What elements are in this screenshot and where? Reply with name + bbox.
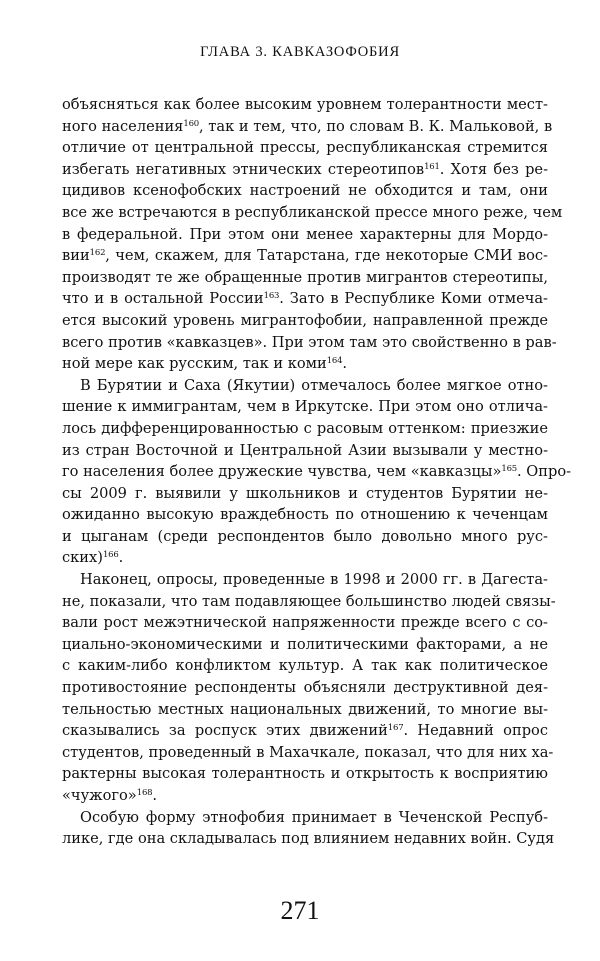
text-line (62, 137, 548, 159)
text-line (62, 763, 548, 785)
line-text: циально-экономическими и политическими факторами, а не (62, 635, 548, 653)
line-text-after-footnote: , чем, скажем, для Татарстана, где некоторые СМИ вос- (105, 247, 548, 265)
text-line (62, 504, 548, 526)
line-text: всего против «кавказцев». При этом там это свойственно в рав- (62, 333, 557, 351)
text-line (62, 569, 548, 591)
line-text: В Бурятии и Саха (Якутии) отмечалось более мягкое отно- (80, 376, 548, 394)
text-line (62, 720, 548, 742)
line-text: и цыганам (среди респондентов было довольно много рус- (62, 527, 548, 545)
text-line (62, 224, 548, 246)
text-line (62, 116, 553, 138)
text-line (62, 828, 555, 850)
text-line (62, 159, 548, 181)
line-text: объясняться как более высоким уровнем толерантности мест- (62, 96, 548, 113)
line-text: избегать негативных этнических стереотипов (62, 160, 425, 178)
text-line (62, 655, 548, 677)
text-line (62, 785, 548, 807)
line-text: противостояние респонденты объясняли деструктивной дея- (62, 679, 548, 697)
line-text-after-footnote: . Зато в Республике Коми отмеча- (279, 290, 548, 308)
text-line (62, 461, 572, 483)
text-line (62, 353, 548, 375)
text-line (62, 267, 548, 289)
text-line (62, 547, 548, 569)
line-text: цидивов ксенофобских настроений не обходится и там, они (62, 182, 548, 200)
line-text: ских) (62, 549, 103, 567)
line-text: «чужого» (62, 787, 137, 804)
line-text: сы 2009 г. выявили у школьников и студентов Бурятии не- (62, 484, 548, 502)
text-line (62, 526, 548, 548)
line-text: все же встречаются в республиканской прессе много реже, чем (62, 203, 563, 221)
text-line (62, 245, 548, 267)
footnote-ref: 166 (102, 550, 119, 561)
footnote-ref: 163 (263, 291, 280, 302)
text-line (62, 742, 554, 764)
text-line (62, 396, 548, 418)
footnote-ref: 165 (501, 464, 518, 475)
text-line (62, 440, 548, 462)
line-text: ной мере как русским, так и коми (62, 355, 327, 373)
line-text: ного населения (62, 117, 184, 135)
text-line (62, 677, 548, 699)
line-text: тельностью местных национальных движений, то многие вы- (62, 700, 548, 718)
text-line (62, 699, 548, 721)
text-line (62, 202, 563, 224)
footnote-ref: 160 (183, 118, 200, 129)
text-line (62, 634, 548, 656)
line-text: производят те же обращенные против мигрантов стереотипы, (62, 268, 548, 286)
text-line (62, 418, 548, 440)
line-text: шение к иммигрантам, чем в Иркутске. При этом оно отлича- (62, 398, 548, 416)
page-number: 271 (280, 896, 320, 925)
text-line (62, 180, 548, 202)
line-text: Особую форму этнофобия принимает в Чеченской Респуб- (80, 808, 548, 826)
footnote-ref: 164 (326, 356, 343, 367)
body-text (62, 94, 572, 850)
line-text: вии (62, 247, 90, 265)
text-line (62, 310, 548, 332)
line-text: го населения более дружеские чувства, чем «кавказцы» (62, 463, 502, 481)
line-text: в федеральной. При этом они менее характерны для Мордо- (62, 225, 548, 243)
line-text-after-footnote: . (118, 549, 124, 567)
line-text: из стран Восточной и Центральной Азии вызывали у местно- (62, 441, 548, 459)
line-text: лось дифференцированностью с расовым оттенком: приезжие (62, 419, 548, 437)
line-text: с каким-либо конфликтом культур. А так как политическое (62, 657, 548, 675)
line-text-after-footnote: . Хотя без ре- (439, 160, 548, 178)
line-text-after-footnote: . Недавний опрос (403, 722, 548, 740)
line-text-after-footnote: . (342, 355, 347, 373)
running-header: ГЛАВА 3. КАВКАЗОФОБИЯ (200, 44, 400, 60)
footnote-ref: 161 (424, 161, 440, 172)
text-line (62, 288, 548, 310)
line-text: вали рост межэтнической напряженности прежде всего с со- (62, 614, 548, 632)
text-line (62, 591, 556, 613)
line-text: что и в остальной России (62, 290, 264, 308)
text-line (62, 807, 548, 829)
line-text: рактерны высокая толерантность и открытость к восприятию (62, 765, 548, 783)
line-text: не, показали, что там подавляющее большинство людей связы- (62, 592, 556, 610)
footnote-ref: 168 (136, 788, 153, 798)
line-text: Наконец, опросы, проведенные в 1998 и 2000 гг. в Дагеста- (80, 571, 548, 589)
line-text: студентов, проведенный в Махачкале, показал, что для них ха- (62, 743, 554, 761)
line-text: лике, где она складывалась под влиянием недавних войн. Судя (62, 830, 555, 848)
line-text: отличие от центральной прессы, республиканская стремится (62, 139, 548, 157)
line-text: ется высокий уровень мигрантофобии, направленной прежде (62, 311, 548, 329)
line-text: ожиданно высокую враждебность по отношению к чеченцам (62, 506, 548, 524)
footnote-ref: 167 (387, 723, 404, 734)
footnote-ref: 162 (89, 248, 106, 259)
line-text-after-footnote: , так и тем, что, по словам В. К. Мальковой, в (199, 117, 553, 135)
text-line (62, 612, 548, 634)
text-line (62, 94, 548, 116)
text-line (62, 332, 557, 354)
text-line (62, 483, 548, 505)
line-text-after-footnote: . (152, 787, 158, 804)
text-line (62, 375, 548, 397)
line-text-after-footnote: . Опро- (517, 463, 572, 481)
line-text: сказывались за роспуск этих движений (62, 722, 388, 740)
